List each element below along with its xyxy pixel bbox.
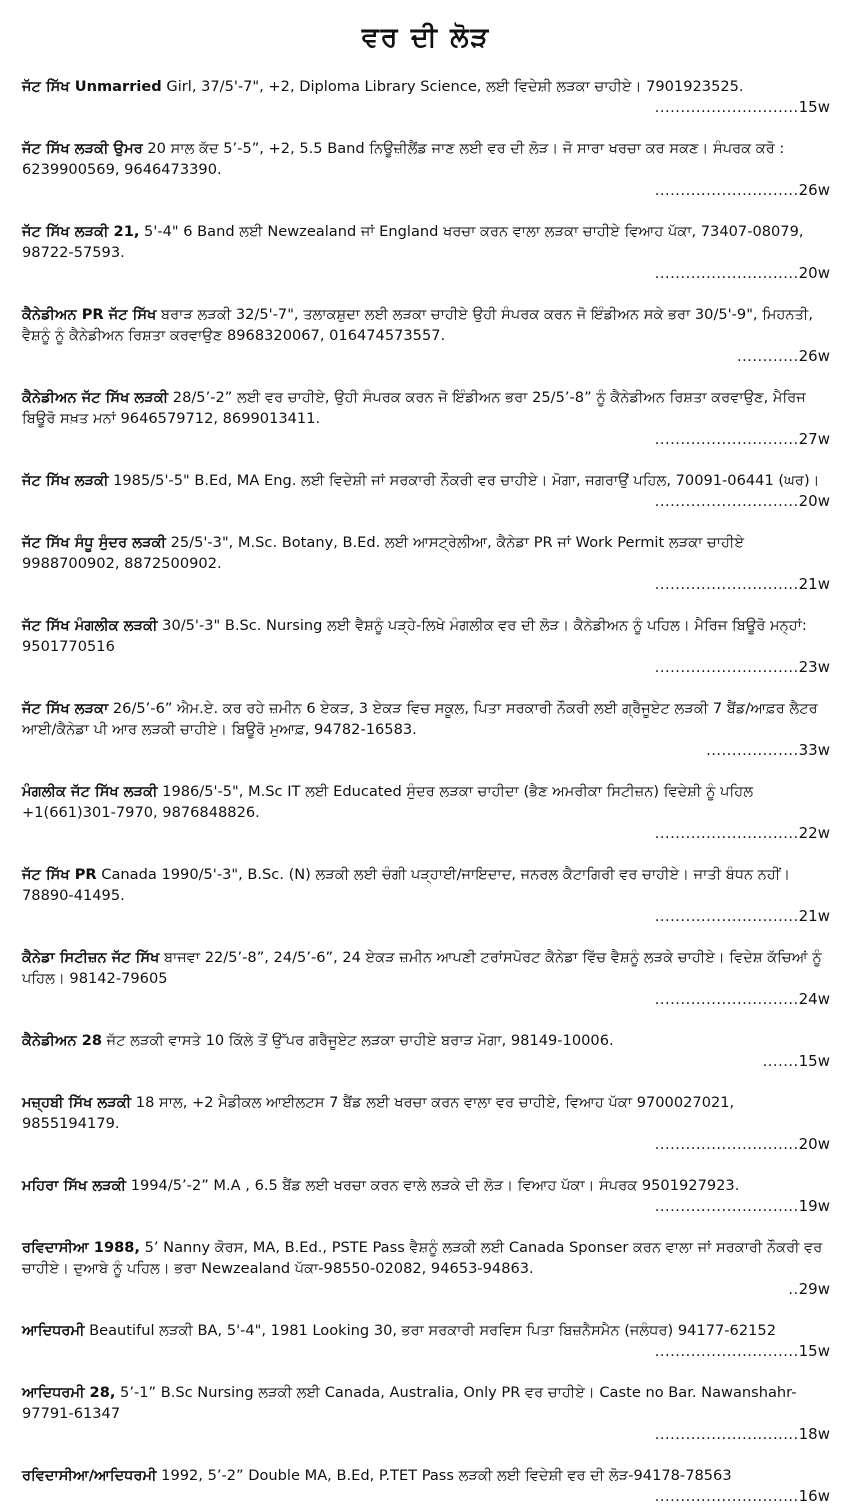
ad-code: 23w	[798, 658, 830, 676]
ad-lead: ਜੱਟ ਸਿੱਖ ਲੜਕੀ 21,	[22, 223, 140, 240]
ad-entry	[22, 1030, 830, 1072]
ad-billing	[22, 346, 830, 367]
ad-code: 15w	[798, 1052, 830, 1070]
ad-billing	[22, 989, 830, 1010]
ad-text	[22, 864, 830, 906]
ad-entry	[22, 1175, 830, 1217]
ad-billing	[22, 1424, 830, 1445]
ad-lead: ਜੱਟ ਸਿੱਖ ਸੰਧੂ ਸੁੰਦਰ ਲੜਕੀ	[22, 534, 166, 551]
ad-text	[22, 1030, 830, 1051]
ad-text	[22, 698, 830, 740]
ad-body: 1992, 5’-2” Double MA, B.Ed, P.TET Pass ਲੜਕੀ ਲਈ ਵਿਦੇਸ਼ੀ ਵਰ ਦੀ ਲੋੜ-94178-78563	[156, 1467, 732, 1484]
ad-dot-leader: ............................	[654, 908, 799, 925]
ad-code: 20w	[798, 492, 830, 510]
ad-billing	[22, 740, 830, 761]
ad-code: 21w	[798, 907, 830, 925]
ad-dot-leader: ............................	[654, 182, 799, 199]
ad-lead: ਜੱਟ ਸਿੱਖ Unmarried	[22, 78, 162, 95]
ad-text	[22, 947, 830, 989]
ad-entry	[22, 532, 830, 595]
ad-dot-leader: ............................	[654, 659, 799, 676]
ad-lead: ਰਵਿਦਾਸੀਆ 1988,	[22, 1239, 140, 1256]
ad-body: 30/5'-3" B.Sc. Nursing ਲਈ ਵੈਸ਼ਨੂੰ ਪੜ੍ਹੇ-ਲਿਖੇ ਮੰਗਲੀਕ ਵਰ ਦੀ ਲੋੜ। ਕੈਨੇਡੀਅਨ ਨੂੰ ਪਹਿਲ। ਮੈਰਿਜ ਬਿਊਰੋ ਮਨ੍ਹਾਂ: 9501770516	[22, 617, 807, 655]
ad-text	[22, 1382, 830, 1424]
ad-code: 19w	[798, 1197, 830, 1215]
ad-billing	[22, 1341, 830, 1362]
ad-text	[22, 1092, 830, 1134]
ad-lead: ਆਦਿਧਰਮੀ	[22, 1322, 85, 1339]
ad-entry	[22, 698, 830, 761]
ad-code: 18w	[798, 1425, 830, 1443]
ad-text	[22, 76, 830, 97]
ad-text	[22, 1237, 830, 1279]
ad-lead: ਮਜ਼੍ਹਬੀ ਸਿੱਖ ਲੜਕੀ	[22, 1094, 132, 1111]
ad-billing	[22, 1134, 830, 1155]
ad-code: 15w	[798, 98, 830, 116]
ad-dot-leader: ............................	[654, 99, 799, 116]
ad-entry	[22, 1320, 830, 1362]
ad-dot-leader: ............................	[654, 1136, 799, 1153]
ad-lead: ਜੱਟ ਸਿੱਖ ਮੰਗਲੀਕ ਲੜਕੀ	[22, 617, 158, 634]
ad-billing	[22, 429, 830, 450]
ad-dot-leader: ............................	[654, 1343, 799, 1360]
ad-lead: ਮਹਿਰਾ ਸਿੱਖ ਲੜਕੀ	[22, 1177, 127, 1194]
ad-billing	[22, 823, 830, 844]
ad-dot-leader: ............................	[654, 1198, 799, 1215]
ad-body: Beautiful ਲੜਕੀ BA, 5'-4", 1981 Looking 30, ਭਰਾ ਸਰਕਾਰੀ ਸਰਵਿਸ ਪਿਤਾ ਬਿਜ਼ਨੈਸਮੈਨ (ਜਲੰਧਰ) 94177-62152	[84, 1322, 776, 1339]
ad-entry	[22, 470, 830, 512]
ad-lead: ਕੈਨੇਡੀਅਨ 28	[22, 1032, 103, 1049]
ad-text	[22, 615, 830, 657]
ad-body: 5'-4" 6 Band ਲਈ Newzealand ਜਾਂ England ਖਰਚਾ ਕਰਨ ਵਾਲਾ ਲੜਕਾ ਚਾਹੀਏ ਵਿਆਹ ਪੱਕਾ, 73407-08079, 98722-57593.	[22, 223, 804, 261]
ad-lead: ਜੱਟ ਸਿੱਖ ਲੜਕੀ ਉਮਰ	[22, 140, 143, 157]
ad-dot-leader: ..................	[706, 742, 799, 759]
ad-code: 27w	[798, 430, 830, 448]
ad-body: 25/5'-3", M.Sc. Botany, B.Ed. ਲਈ ਆਸਟ੍ਰੇਲੀਆ, ਕੈਨੇਡਾ PR ਜਾਂ Work Permit ਲੜਕਾ ਚਾਹੀਏ 9988700902, 8872500902.	[22, 534, 745, 572]
ad-billing	[22, 574, 830, 595]
ad-body: 18 ਸਾਲ, +2 ਮੈਡੀਕਲ ਆਈਲਟਸ 7 ਬੈਂਡ ਲਈ ਖਰਚਾ ਕਰਨ ਵਾਲਾ ਵਰ ਚਾਹੀਏ, ਵਿਆਹ ਪੱਕਾ 9700027021, 9855194179.	[22, 1094, 735, 1132]
ad-billing	[22, 1196, 830, 1217]
ad-body: 1986/5'-5", M.Sc IT ਲਈ Educated ਸੁੰਦਰ ਲੜਕਾ ਚਾਹੀਦਾ (ਭੈਣ ਅਮਰੀਕਾ ਸਿਟੀਜ਼ਨ) ਵਿਦੇਸ਼ੀ ਨੂੰ ਪਹਿਲ +1(661)301-7970, 9876848826.	[22, 783, 754, 821]
ad-entry	[22, 864, 830, 927]
ad-entry	[22, 1382, 830, 1445]
ad-lead: ਮੰਗਲੀਕ ਜੱਟ ਸਿੱਖ ਲੜਕੀ	[22, 783, 158, 800]
ad-text	[22, 532, 830, 574]
ad-code: 33w	[798, 741, 830, 759]
ad-entry	[22, 221, 830, 284]
ads-list	[22, 76, 830, 1507]
ad-code: 20w	[798, 264, 830, 282]
ad-body: 1994/5’-2” M.A , 6.5 ਬੈਂਡ ਲਈ ਖਰਚਾ ਕਰਨ ਵਾਲੇ ਲੜਕੇ ਦੀ ਲੋੜ। ਵਿਆਹ ਪੱਕਾ। ਸੰਪਰਕ 9501927923.	[126, 1177, 740, 1194]
ad-dot-leader: ............................	[654, 576, 799, 593]
ad-billing	[22, 491, 830, 512]
ad-entry	[22, 76, 830, 118]
ad-dot-leader: ............................	[654, 991, 799, 1008]
ad-text	[22, 387, 830, 429]
ad-entry	[22, 304, 830, 367]
ad-code: 20w	[798, 1135, 830, 1153]
ad-text	[22, 1465, 830, 1486]
ad-billing	[22, 97, 830, 118]
ad-lead: ਆਦਿਧਰਮੀ 28,	[22, 1384, 116, 1401]
ad-dot-leader: .......	[762, 1053, 799, 1070]
ad-body: 28/5’-2” ਲਈ ਵਰ ਚਾਹੀਏ, ਉਹੀ ਸੰਪਰਕ ਕਰਨ ਜੋ ਇੰਡੀਅਨ ਭਰਾ 25/5’-8” ਨੂੰ ਕੈਨੇਡੀਅਨ ਰਿਸ਼ਤਾ ਕਰਵਾਉਣ, ਮੈਰਿਜ ਬਿਊਰੋ ਸਖ਼ਤ ਮਨਾਂ 9646579712, 8699013411.	[22, 389, 806, 427]
ad-body: 20 ਸਾਲ ਕੱਦ 5’-5”, +2, 5.5 Band ਨਿਊਜ਼ੀਲੈਂਡ ਜਾਣ ਲਈ ਵਰ ਦੀ ਲੋੜ। ਜੋ ਸਾਰਾ ਖਰਚਾ ਕਰ ਸਕਣ। ਸੰਪਰਕ ਕਰੋ : 6239900569, 9646473390.	[22, 140, 785, 178]
ad-lead: ਕੈਨੇਡੀਅਨ PR ਜੱਟ ਸਿੱਖ	[22, 306, 157, 323]
ad-body: 5’ Nanny ਕੋਰਸ, MA, B.Ed., PSTE Pass ਵੈਸ਼ਨੂੰ ਲੜਕੀ ਲਈ Canada Sponser ਕਰਨ ਵਾਲਾ ਜਾਂ ਸਰਕਾਰੀ ਨੌਕਰੀ ਵਰ ਚਾਹੀਏ। ਦੁਆਬੇ ਨੂੰ ਪਹਿਲ। ਭਰਾ Newzealand ਪੱਕਾ-98550-02082, 94653-94863.	[22, 1239, 823, 1277]
ad-entry	[22, 1465, 830, 1507]
ad-body: ਬਾਜਵਾ 22/5’-8”, 24/5’-6”, 24 ਏਕੜ ਜ਼ਮੀਨ ਆਪਣੀ ਟਰਾਂਸਪੋਰਟ ਕੈਨੇਡਾ ਵਿੱਚ ਵੈਸ਼ਨੂੰ ਲੜਕੇ ਚਾਹੀਏ। ਵਿਦੇਸ਼ ਕੱਚਿਆਂ ਨੂੰ ਪਹਿਲ। 98142-79605	[22, 949, 822, 987]
ad-code: 26w	[798, 181, 830, 199]
ad-text	[22, 781, 830, 823]
ad-code: 24w	[798, 990, 830, 1008]
ad-lead: ਜੱਟ ਸਿੱਖ ਲੜਕਾ	[22, 700, 109, 717]
ad-dot-leader: ..	[788, 1281, 799, 1298]
page-title: ਵਰ ਦੀ ਲੋੜ	[361, 22, 491, 53]
ad-code: 26w	[798, 347, 830, 365]
ad-dot-leader: ............	[736, 348, 799, 365]
ad-billing	[22, 1279, 830, 1300]
ad-code: 22w	[798, 824, 830, 842]
ad-dot-leader: ............................	[654, 825, 799, 842]
ad-entry	[22, 138, 830, 201]
ad-text	[22, 304, 830, 346]
ad-body: ਬਰਾੜ ਲੜਕੀ 32/5'-7", ਤਲਾਕਸ਼ੁਦਾ ਲਈ ਲੜਕਾ ਚਾਹੀਏ ਉਹੀ ਸੰਪਰਕ ਕਰਨ ਜੋ ਇੰਡੀਅਨ ਸਕੇ ਭਰਾ 30/5'-9", ਮਿਹਨਤੀ, ਵੈਸ਼ਨੂੰ ਨੂੰ ਕੈਨੇਡੀਅਨ ਰਿਸ਼ਤਾ ਕਰਵਾਉਣ 8968320067, 016474573557.	[22, 306, 813, 344]
ad-lead: ਜੱਟ ਸਿੱਖ ਲੜਕੀ	[22, 472, 109, 489]
ad-body: Canada 1990/5'-3", B.Sc. (N) ਲੜਕੀ ਲਈ ਚੰਗੀ ਪੜ੍ਹਾਈ/ਜਾਇਦਾਦ, ਜਨਰਲ ਕੈਟਾਗਿਰੀ ਵਰ ਚਾਹੀਏ। ਜਾਤੀ ਬੰਧਨ ਨਹੀਂ। 78890-41495.	[22, 866, 791, 904]
ad-lead: ਕੈਨੇਡਾ ਸਿਟੀਜ਼ਨ ਜੱਟ ਸਿੱਖ	[22, 949, 160, 966]
ad-body: Girl, 37/5'-7", +2, Diploma Library Science, ਲਈ ਵਿਦੇਸ਼ੀ ਲੜਕਾ ਚਾਹੀਏ। 7901923525.	[161, 78, 744, 95]
ad-dot-leader: ............................	[654, 431, 799, 448]
ad-entry	[22, 387, 830, 450]
ad-text	[22, 1175, 830, 1196]
ad-code: 16w	[798, 1487, 830, 1505]
ad-text	[22, 1320, 830, 1341]
ad-body: 1985/5'-5" B.Ed, MA Eng. ਲਈ ਵਿਦੇਸ਼ੀ ਜਾਂ ਸਰਕਾਰੀ ਨੌਕਰੀ ਵਰ ਚਾਹੀਏ। ਮੋਗਾ, ਜਗਰਾਉਂ ਪਹਿਲ, 70091-06441 (ਘਰ)।	[108, 472, 820, 489]
ad-billing	[22, 263, 830, 284]
ad-code: 15w	[798, 1342, 830, 1360]
ad-text	[22, 470, 830, 491]
ad-lead: ਕੈਨੇਡੀਅਨ ਜੱਟ ਸਿੱਖ ਲੜਕੀ	[22, 389, 169, 406]
ad-entry	[22, 781, 830, 844]
ad-body: ਜੱਟ ਲੜਕੀ ਵਾਸਤੇ 10 ਕਿੱਲੇ ਤੋਂ ਉੱਪਰ ਗਰੈਜੂਏਟ ਲੜਕਾ ਚਾਹੀਏ ਬਰਾੜ ਮੋਗਾ, 98149-10006.	[102, 1032, 614, 1049]
ad-body: 26/5’-6” ਐਮ.ਏ. ਕਰ ਰਹੇ ਜ਼ਮੀਨ 6 ਏਕੜ, 3 ਏਕੜ ਵਿਚ ਸਕੂਲ, ਪਿਤਾ ਸਰਕਾਰੀ ਨੌਕਰੀ ਲਈ ਗ੍ਰੈਜੂਏਟ ਲੜਕੀ 7 ਬੈਂਡ/ਆਫ਼ਰ ਲੈਟਰ ਆਈ/ਕੈਨੇਡਾ ਪੀ ਆਰ ਲੜਕੀ ਚਾਹੀਏ। ਬਿਊਰੋ ਮੁਆਫ਼, 94782-16583.	[22, 700, 818, 738]
ad-entry	[22, 1092, 830, 1155]
ad-entry	[22, 1237, 830, 1300]
ad-lead: ਰਵਿਦਾਸੀਆ/ਆਦਿਧਰਮੀ	[22, 1467, 157, 1484]
ad-billing	[22, 1486, 830, 1507]
ad-entry	[22, 947, 830, 1010]
ad-dot-leader: ............................	[654, 1426, 799, 1443]
ad-dot-leader: ............................	[654, 1488, 799, 1505]
ad-billing	[22, 906, 830, 927]
ad-code: 21w	[798, 575, 830, 593]
ad-billing	[22, 1051, 830, 1072]
ad-billing	[22, 180, 830, 201]
ad-entry	[22, 615, 830, 678]
ad-dot-leader: ............................	[654, 265, 799, 282]
ad-code: 29w	[798, 1280, 830, 1298]
ad-text	[22, 221, 830, 263]
ad-billing	[22, 657, 830, 678]
ad-dot-leader: ............................	[654, 493, 799, 510]
ad-lead: ਜੱਟ ਸਿੱਖ PR	[22, 866, 97, 883]
ad-body: 5’-1” B.Sc Nursing ਲੜਕੀ ਲਈ Canada, Australia, Only PR ਵਰ ਚਾਹੀਏ। Caste no Bar. Nawanshahr-97791-61347	[22, 1384, 797, 1422]
ad-text	[22, 138, 830, 180]
